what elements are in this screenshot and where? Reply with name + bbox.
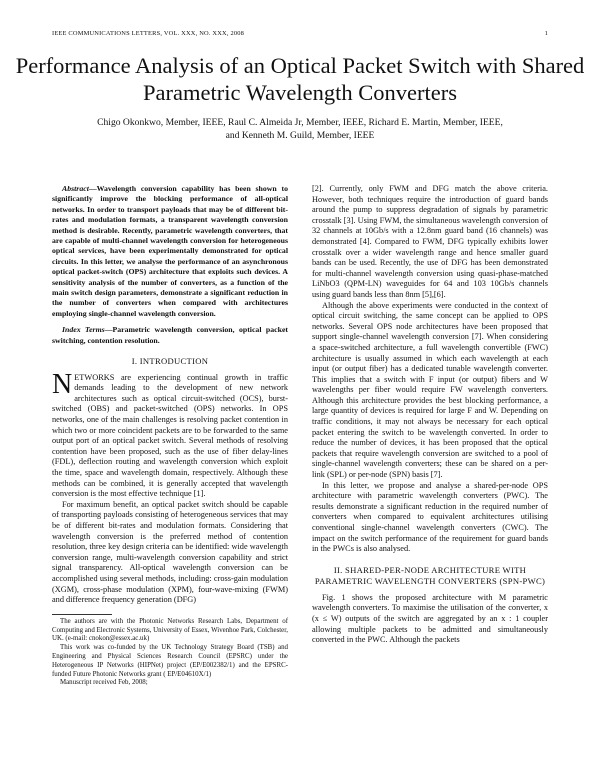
abstract-label: Abstract bbox=[62, 184, 89, 193]
body-paragraph-3: In this letter, we propose and analyse a shared-per-node OPS architecture with parametric wavelength converters (PWC). The results demonstrate a significant reduction in the required number of converters when compared to equivalent architectures utilising conventional single-channel wavelength converters (CWC). The impact on the switch performance of the requirement for guard bands in the PWCs is also analysed. bbox=[312, 480, 548, 554]
section-heading-architecture: II. SHARED-PER-NODE ARCHITECTURE WITH PARAMETRIC WAVELENGTH CONVERTERS (SPN-PWC) bbox=[314, 564, 546, 586]
body-paragraph-2: Although the above experiments were conducted in the context of optical circuit switching, the same concept can be applied to OPS networks. Several OPS node architectures have been proposed that support single-channel wavelength conversion [7]. When considering a space-switched architecture, a full wavelength convertible (FWC) architecture is usually assumed in which each wavelength at each input (or output fiber) has a dedicated tunable wavelength converter. This implies that a switch with F input (or output) fibers and W wavelengths per fiber would require FW wavelength converters. Although this architecture provides the best blocking performance, a large quantity of devices is required for large F and W. Depending on traffic conditions, it may not always be necessary for each optical packet entering the switch to be wavelength converted. In order to reduce the number of devices, it has been proposed that the optical packets that require wavelength conversion are switched to a pool of single-channel wavelength converters; these can be shared on a per-link (SPL) or per-node (SPN) basis [7]. bbox=[312, 300, 548, 480]
author-line-1: Chigo Okonkwo, Member, IEEE, Raul C. Almeida Jr, Member, IEEE, Richard E. Martin, Member, IEEE, bbox=[97, 117, 503, 128]
intro-paragraph-1: NETWORKS are experiencing continual growth in traffic demands leading to the development of new network architectures such as optical circuit-switched (OCS), burst-switched (OBS) and packet-switched (OPS) networks. In OPS networks, one of the main challenges is resolving packet contention in which two or more coincident packets are to be forwarded to the same output port of an optical packet switch. Several methods of resolving contention have been proposed, such as the use of fiber delay-lines (FDL), deflection routing and wavelength conversion which exploit the time, space and wavelength domain, respectively. Although these methods can be combined, it is generally accepted that wavelength conversion is the most effective technique [1]. bbox=[52, 368, 288, 499]
footnote-received: Manuscript received Feb, 2008; bbox=[60, 679, 148, 687]
abstract bbox=[52, 184, 288, 319]
body-paragraph-4: Fig. 1 shows the proposed architecture with M parametric wavelength converters. To maximise the utilisation of the converter, x (x ≤ W) outputs of the switch are aggregated by an x : 1 coupler allowing multiple packets to be admitted and simultaneously converted in the PWC. Although the packets bbox=[312, 592, 548, 645]
index-terms-text: —Parametric wavelength conversion, optical packet switching, contention resolution. bbox=[52, 325, 288, 345]
body-paragraph-1: [2]. Currently, only FWM and DFG match the above criteria. However, both techniques require the introduction of guard bands around the pump to suppress degradation of signals by parametric crosstalk [3]. Using FWM, the simultaneous wavelength conversion of 32 channels at 10Gb/s with a 12.8nm guard band (16 channels) was demonstrated [4]. Compared to FWM, DFG typically exhibits lower crosstalk over a wider wavelength range and hence smaller guard bands can be used. Recently, the use of DFG has been demonstrated for multi-channel wavelength conversion using quasi-phase-matched LiNbO3 (QPM-LN) waveguides for 64 and 103 10Gb/s channels using guard bands less than 8nm [5],[6]. bbox=[312, 184, 548, 299]
journal-header: IEEE COMMUNICATIONS LETTERS, VOL. XXX, NO. XXX, 2008 bbox=[52, 30, 245, 37]
section-heading-introduction: I. INTRODUCTION bbox=[131, 356, 209, 367]
author-list bbox=[60, 116, 540, 142]
index-terms-label: Index Terms bbox=[62, 325, 105, 335]
page-number: 1 bbox=[544, 30, 548, 37]
footnote-funding: This work was co-funded by the UK Technology Strategy Board (TSB) and Engineering and Physical Sciences Research Council (EPSRC) under the Heterogeneous IP Networks (HIPNet) project (EP/E002382/1) and the EPSRC-funded Future Photonic Networks grant ( EP/E04610X/1) bbox=[52, 644, 288, 678]
index-terms bbox=[52, 325, 288, 346]
footnote-affiliation: The authors are with the Photonic Networks Research Labs, Department of Computing and Electronic Systems, University of Essex, Wivenhoe Park, Colchester, UK. (e-mail: cnokon@essex.ac.uk) bbox=[52, 617, 288, 643]
abstract-text: —Wavelength conversion capability has been shown to significantly improve the blocking performance of all-optical networks. In order to transport payloads that may be of different bit-rates and modulation formats, a transparent wavelength conversion method is desirable. Recently, parametric wavelength converters, that are capable of multi-channel wavelength conversion for heterogeneous optical services, have been experimentally demonstrated for optical circuits. In this letter, we analyse the performance of an asynchronous optical packet-switch (OPS) architecture that exploits such devices. A sensitivity analysis of the number of converters, as a function of the main switch design parameters, demonstrate a significant reduction in the number of converters when compared with architectures employing single-channel wavelength conversion. bbox=[52, 184, 288, 318]
footnote-divider bbox=[52, 614, 112, 615]
intro-paragraph-2: For maximum benefit, an optical packet switch should be capable of transporting payloads consisting of heterogeneous services that may be of different bit-rates and modulation formats. Considering that wavelength conversion is the preferred method of contention resolution, three key design criteria can be identified: wide wavelength conversion range, multi-wavelength conversion capability and strict signal transparency. All-optical wavelength conversion can be accomplished using several methods, including: cross-gain modulation (XGM), cross-phase modulation (XPM), four-wave-mixing (FWM) and difference frequency generation (DFG) bbox=[52, 499, 288, 605]
footnotes bbox=[52, 618, 288, 688]
right-column bbox=[312, 184, 548, 646]
author-line-2: and Kenneth M. Guild, Member, IEEE bbox=[225, 130, 375, 141]
paper-title: Performance Analysis of an Optical Packet Switch with Shared Parametric Wavelength Converters bbox=[15, 53, 585, 105]
left-column bbox=[52, 184, 288, 688]
drop-cap: N bbox=[52, 368, 73, 400]
